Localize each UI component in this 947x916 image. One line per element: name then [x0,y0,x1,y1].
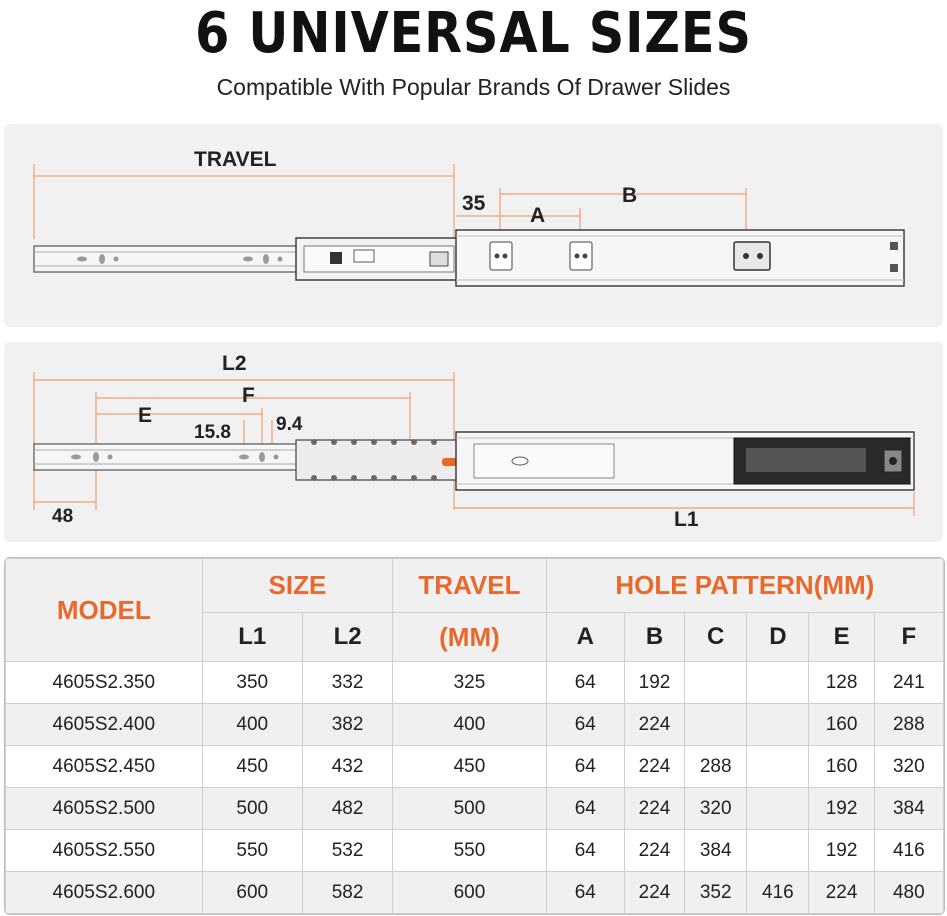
dim-48-label: 48 [52,506,74,527]
cell-e: 224 [809,872,874,914]
bottom-slide-diagram [4,342,943,542]
cell-b: 224 [624,704,684,746]
top-slide-illustration [4,124,943,327]
header-d: D [747,613,809,662]
cell-f: 320 [874,746,943,788]
cell-f: 241 [874,662,943,704]
cell-f: 416 [874,830,943,872]
dim-9-4-label: 9.4 [276,414,303,435]
table-row [6,662,944,704]
sizes-table [4,557,945,915]
cell-travel: 600 [393,872,546,914]
cell-model: 4605S2.600 [6,872,203,914]
cell-b: 224 [624,830,684,872]
header-hole-pattern: HOLE PATTERN(MM) [546,559,943,613]
table-row [6,872,944,914]
cell-e: 160 [809,704,874,746]
cell-c: 320 [685,788,747,830]
table-row [6,704,944,746]
header-l1: L1 [202,613,302,662]
cell-e: 160 [809,746,874,788]
header-travel: TRAVEL [393,559,546,613]
cell-l2: 332 [302,662,392,704]
header-e: E [809,613,874,662]
dim-15-8-label: 15.8 [194,422,231,443]
cell-e: 128 [809,662,874,704]
cell-travel: 500 [393,788,546,830]
cell-l2: 382 [302,704,392,746]
cell-travel: 400 [393,704,546,746]
header-c: C [685,613,747,662]
cell-c [685,704,747,746]
header-l2: L2 [302,613,392,662]
cell-model: 4605S2.350 [6,662,203,704]
cell-l2: 532 [302,830,392,872]
cell-c: 352 [685,872,747,914]
cell-a: 64 [546,662,624,704]
cell-l1: 450 [202,746,302,788]
cell-f: 288 [874,704,943,746]
cell-model: 4605S2.550 [6,830,203,872]
table-row [6,830,944,872]
dim-35-label: 35 [462,192,486,215]
page-subtitle: Compatible With Popular Brands Of Drawer Slides [216,74,731,100]
cell-l1: 500 [202,788,302,830]
cell-f: 384 [874,788,943,830]
cell-travel: 550 [393,830,546,872]
cell-l2: 432 [302,746,392,788]
header-model: MODEL [6,559,203,662]
cell-c [685,662,747,704]
cell-e: 192 [809,788,874,830]
cell-a: 64 [546,704,624,746]
travel-label: TRAVEL [194,148,277,171]
cell-l1: 550 [202,830,302,872]
dim-a-label: A [530,204,546,227]
cell-l1: 400 [202,704,302,746]
cell-model: 4605S2.450 [6,746,203,788]
cell-travel: 325 [393,662,546,704]
cell-d [747,662,809,704]
cell-d [747,704,809,746]
cell-travel: 450 [393,746,546,788]
cell-l1: 600 [202,872,302,914]
header-a: A [546,613,624,662]
cell-l2: 582 [302,872,392,914]
table-row [6,746,944,788]
header-size: SIZE [202,559,393,613]
cell-f: 480 [874,872,943,914]
top-slide-diagram [4,124,943,327]
cell-b: 224 [624,746,684,788]
cell-d [747,788,809,830]
table-row [6,788,944,830]
cell-l2: 482 [302,788,392,830]
cell-b: 224 [624,788,684,830]
cell-a: 64 [546,746,624,788]
page-title: 6 UNIVERSAL SIZES [195,1,752,66]
header-b: B [624,613,684,662]
bottom-slide-illustration [4,342,943,542]
dim-b-label: B [622,184,638,207]
cell-model: 4605S2.400 [6,704,203,746]
cell-d: 416 [747,872,809,914]
l2-label: L2 [222,352,247,375]
cell-c: 288 [685,746,747,788]
f-label: F [242,384,255,407]
cell-a: 64 [546,830,624,872]
cell-d [747,746,809,788]
e-label: E [138,404,153,427]
cell-b: 192 [624,662,684,704]
header-travel-unit: (MM) [393,613,546,662]
cell-a: 64 [546,788,624,830]
cell-e: 192 [809,830,874,872]
cell-model: 4605S2.500 [6,788,203,830]
cell-l1: 350 [202,662,302,704]
cell-c: 384 [685,830,747,872]
cell-b: 224 [624,872,684,914]
l1-label: L1 [674,508,699,531]
cell-a: 64 [546,872,624,914]
header-f: F [874,613,943,662]
cell-d [747,830,809,872]
